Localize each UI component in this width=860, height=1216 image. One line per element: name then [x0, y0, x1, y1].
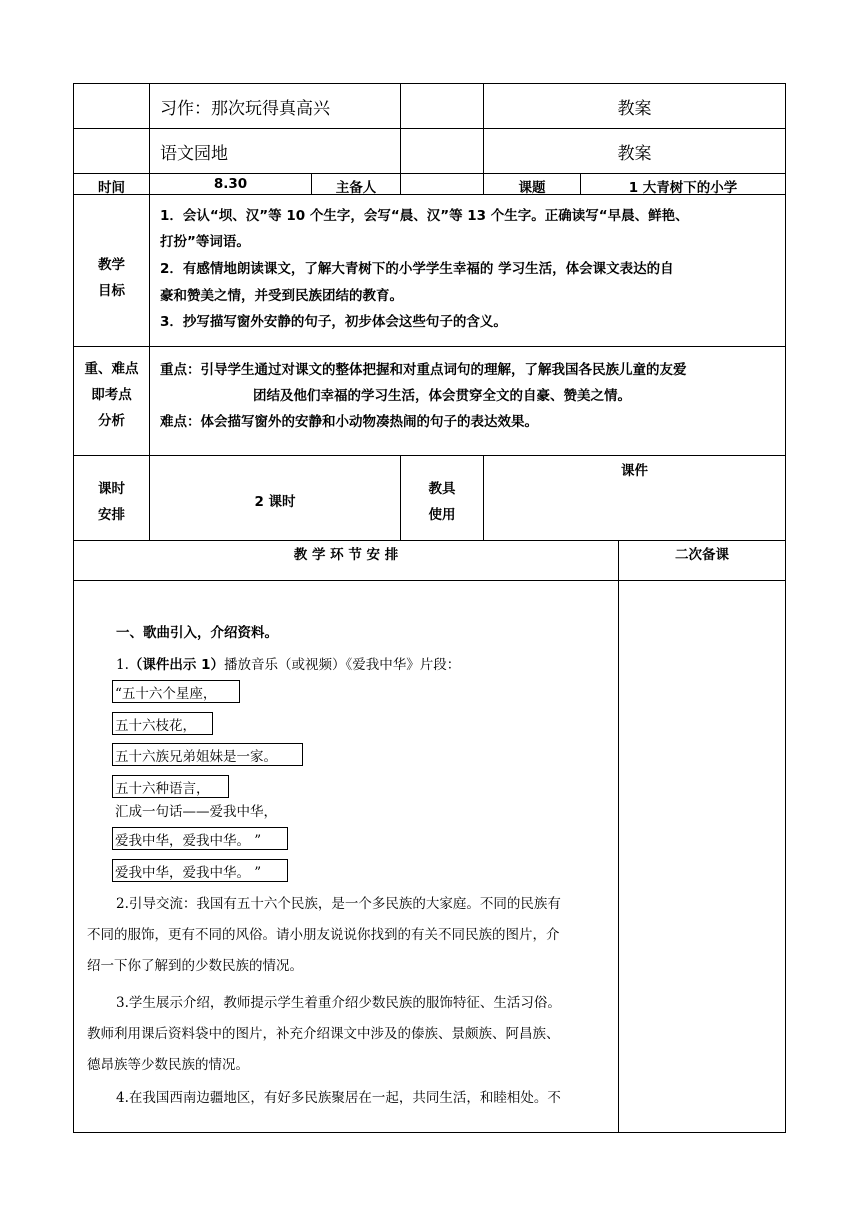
- paragraph-line: 不同的服饰，更有不同的风俗。请小朋友说说你找到的有关不同民族的图片，介: [87, 927, 560, 943]
- song-line: 爱我中华，爱我中华。 ”: [115, 833, 262, 849]
- paragraph-line: 绍一下你了解到的少数民族的情况。: [87, 958, 303, 974]
- side-section-header: 二次备课: [675, 547, 729, 563]
- topic-label: 课题: [518, 180, 546, 196]
- time-value: 8.30: [213, 176, 248, 192]
- table-border: [400, 83, 401, 195]
- lesson-title-1: 习作：那次玩得真高兴: [160, 99, 330, 119]
- paragraph-line: 教师利用课后资料袋中的图片，补充介绍课文中涉及的傣族、景颇族、阿昌族、: [87, 1026, 560, 1042]
- table-border: [73, 346, 786, 347]
- table-border: [149, 83, 150, 541]
- content-heading: 一、歌曲引入，介绍资料。: [116, 625, 278, 641]
- goals-label: 教学 目标: [98, 257, 125, 299]
- song-line: 五十六族兄弟姐妹是一家。: [115, 749, 277, 765]
- difficult-point-line: 难点：体会描写窗外的安静和小动物凑热闹的句子的表达效果。: [160, 414, 538, 430]
- table-border: [73, 580, 786, 581]
- song-line: 五十六枝花，: [115, 718, 196, 734]
- table-border: [73, 1132, 786, 1133]
- table-border: [73, 540, 786, 541]
- doc-type-1: 教案: [617, 99, 652, 119]
- goal-line: 2．有感情地朗读课文，了解大青树下的小学学生幸福的 学习生活，体会课文表达的自: [160, 261, 674, 277]
- preparer-label: 主备人: [335, 180, 377, 196]
- topic-value: 1 大青树下的小学: [628, 180, 738, 196]
- key-point-line: 重点：引导学生通过对课文的整体把握和对重点词句的理解，了解我国各民族儿童的友爱: [160, 362, 687, 378]
- main-section-header: 教 学 环 节 安 排: [293, 547, 399, 563]
- table-border: [73, 83, 74, 1133]
- tools-label: 教具 使用: [428, 481, 456, 523]
- paragraph-line: 德昂族等少数民族的情况。: [87, 1057, 249, 1073]
- goal-line: 1．会认“坝、汉”等 10 个生字，会写“晨、汉”等 13 个生字。正确读写“早晨、鲜艳、: [160, 208, 689, 224]
- goal-line: 打扮”等词语。: [160, 234, 250, 250]
- goal-line: 豪和赞美之情，并受到民族团结的教育。: [160, 288, 403, 304]
- table-border: [618, 540, 619, 1133]
- content-item-1: 1.（课件出示 1）播放音乐（或视频）《爱我中华》片段：: [116, 657, 461, 673]
- table-border: [73, 173, 786, 174]
- key-point-line: 团结及他们幸福的学习生活，体会贯穿全文的自豪、赞美之情。: [253, 388, 631, 404]
- lesson-title-2: 语文园地: [160, 144, 228, 164]
- schedule-value: 2 课时: [254, 494, 296, 510]
- goal-line: 3．抄写描写窗外安静的句子，初步体会这些句子的含义。: [160, 314, 507, 330]
- table-border: [73, 128, 786, 129]
- table-border: [73, 83, 786, 84]
- paragraph-line: 2.引导交流：我国有五十六个民族，是一个多民族的大家庭。不同的民族有: [116, 896, 561, 912]
- schedule-label: 课时 安排: [98, 481, 125, 523]
- song-line: 五十六种语言，: [115, 781, 210, 797]
- paragraph-line: 4.在我国西南边疆地区，有好多民族聚居在一起，共同生活，和睦相处。不: [116, 1090, 561, 1106]
- song-line: 汇成一句话——爱我中华，: [115, 804, 277, 820]
- key-points-label: 重、难点 即考点 分析: [84, 361, 139, 429]
- time-label: 时间: [98, 180, 125, 196]
- tools-value: 课件: [621, 463, 648, 479]
- paragraph-line: 3.学生展示介绍，教师提示学生着重介绍少数民族的服饰特征、生活习俗。: [116, 995, 561, 1011]
- table-border: [785, 83, 786, 1133]
- doc-type-2: 教案: [617, 144, 652, 164]
- song-line: “五十六个星座，: [115, 686, 217, 702]
- table-border: [73, 455, 786, 456]
- song-line: 爱我中华，爱我中华。 ”: [115, 865, 262, 881]
